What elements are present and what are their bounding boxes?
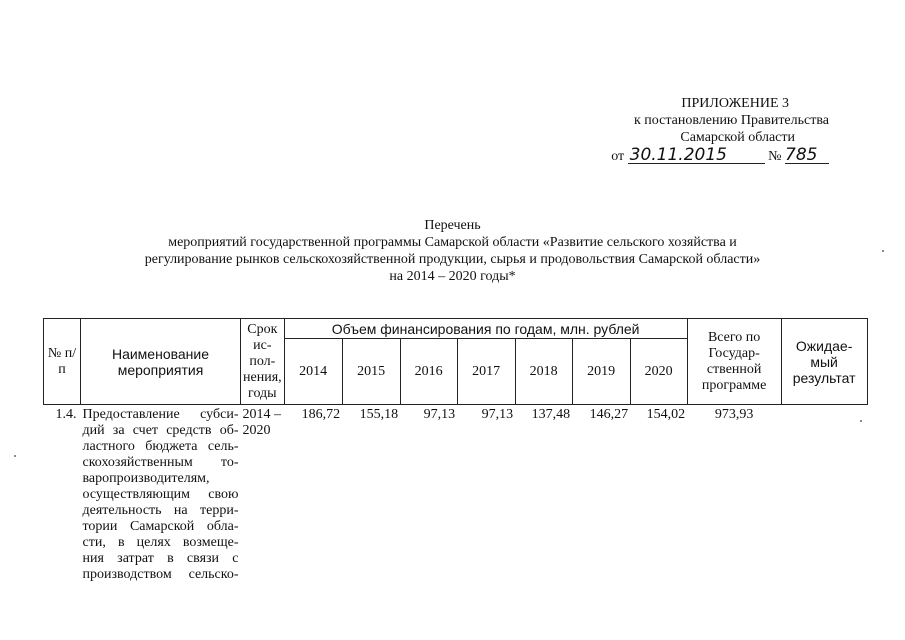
handwritten-date: 30.11.2015 (628, 147, 765, 164)
number-prefix: № (768, 149, 782, 164)
title-line-2: мероприятий государственной программы Самарской области «Развитие сельского хозяйства и (168, 235, 737, 250)
appendix-title: ПРИЛОЖЕНИЕ 3 (681, 96, 789, 111)
header-num: № п/п (44, 319, 81, 405)
table-row (44, 405, 868, 584)
row-total: 973,93 (714, 407, 754, 422)
row-term: 2014 – 2020 (242, 407, 281, 438)
title-line-4: на 2014 – 2020 годы* (389, 269, 516, 284)
header-term: Срок ис-пол-нения, годы (241, 319, 285, 405)
row-name-line: ластного бюджета сель- (82, 439, 239, 454)
row-value-2016: 97,13 (423, 407, 456, 422)
header-year: 2019 (572, 339, 630, 405)
header-total: Всего по Государ-ственной программе (687, 319, 781, 405)
row-value-2018: 137,48 (531, 407, 571, 422)
row-value-2019: 146,27 (589, 407, 629, 422)
header-year: 2015 (342, 339, 400, 405)
title-line-1: Перечень (424, 218, 481, 233)
row-name-line: дий за счет средств об- (82, 423, 239, 438)
row-name-line: сти, в целях возмеще- (82, 535, 239, 550)
title-line-3: регулирование рынков сельскохозяйственной продукции, сырья и продовольствия Самарской области» (144, 252, 761, 267)
header-result: Ожидае-мый результат (781, 319, 867, 405)
row-name-line: деятельность на терри- (82, 503, 239, 518)
header-name: Наименование мероприятия (81, 319, 241, 405)
date-prefix: от (611, 149, 625, 164)
scan-speck (14, 455, 16, 457)
row-name (81, 405, 241, 584)
row-value-2015: 155,18 (359, 407, 399, 422)
appendix-line2: к постановлению Правительства (633, 113, 829, 128)
header-year: 2017 (457, 339, 515, 405)
header-year: 2016 (400, 339, 457, 405)
row-name-line: тории Самарской обла- (82, 519, 239, 534)
row-name-line: Предоставление субси- (82, 407, 239, 422)
decree-date-number (611, 147, 829, 165)
row-value-2017: 97,13 (481, 407, 514, 422)
row-name-line: ния затрат в связи с (82, 551, 239, 566)
row-name-line: скохозяйственным то- (82, 455, 239, 470)
row-name-line: производством сельско- (82, 567, 239, 582)
row-name-line: осуществляющим свою (82, 487, 239, 502)
row-result (781, 405, 867, 584)
header-year: 2018 (515, 339, 572, 405)
handwritten-number: 785 (785, 147, 829, 164)
header-year: 2020 (630, 339, 687, 405)
appendix-line3: Самарской области (680, 130, 795, 145)
row-value-2014: 186,72 (301, 407, 341, 422)
scan-speck (882, 250, 884, 252)
document-title-block (0, 217, 905, 285)
row-num: 1.4. (55, 407, 77, 422)
appendix-block (611, 95, 829, 165)
header-year: 2014 (284, 339, 342, 405)
row-name-line: варопроизводителям, (82, 471, 210, 486)
header-financing: Объем финансирования по годам, млн. рублей (284, 319, 687, 339)
scan-speck (860, 420, 862, 422)
measures-table (43, 318, 868, 583)
row-value-2020: 154,02 (646, 407, 686, 422)
